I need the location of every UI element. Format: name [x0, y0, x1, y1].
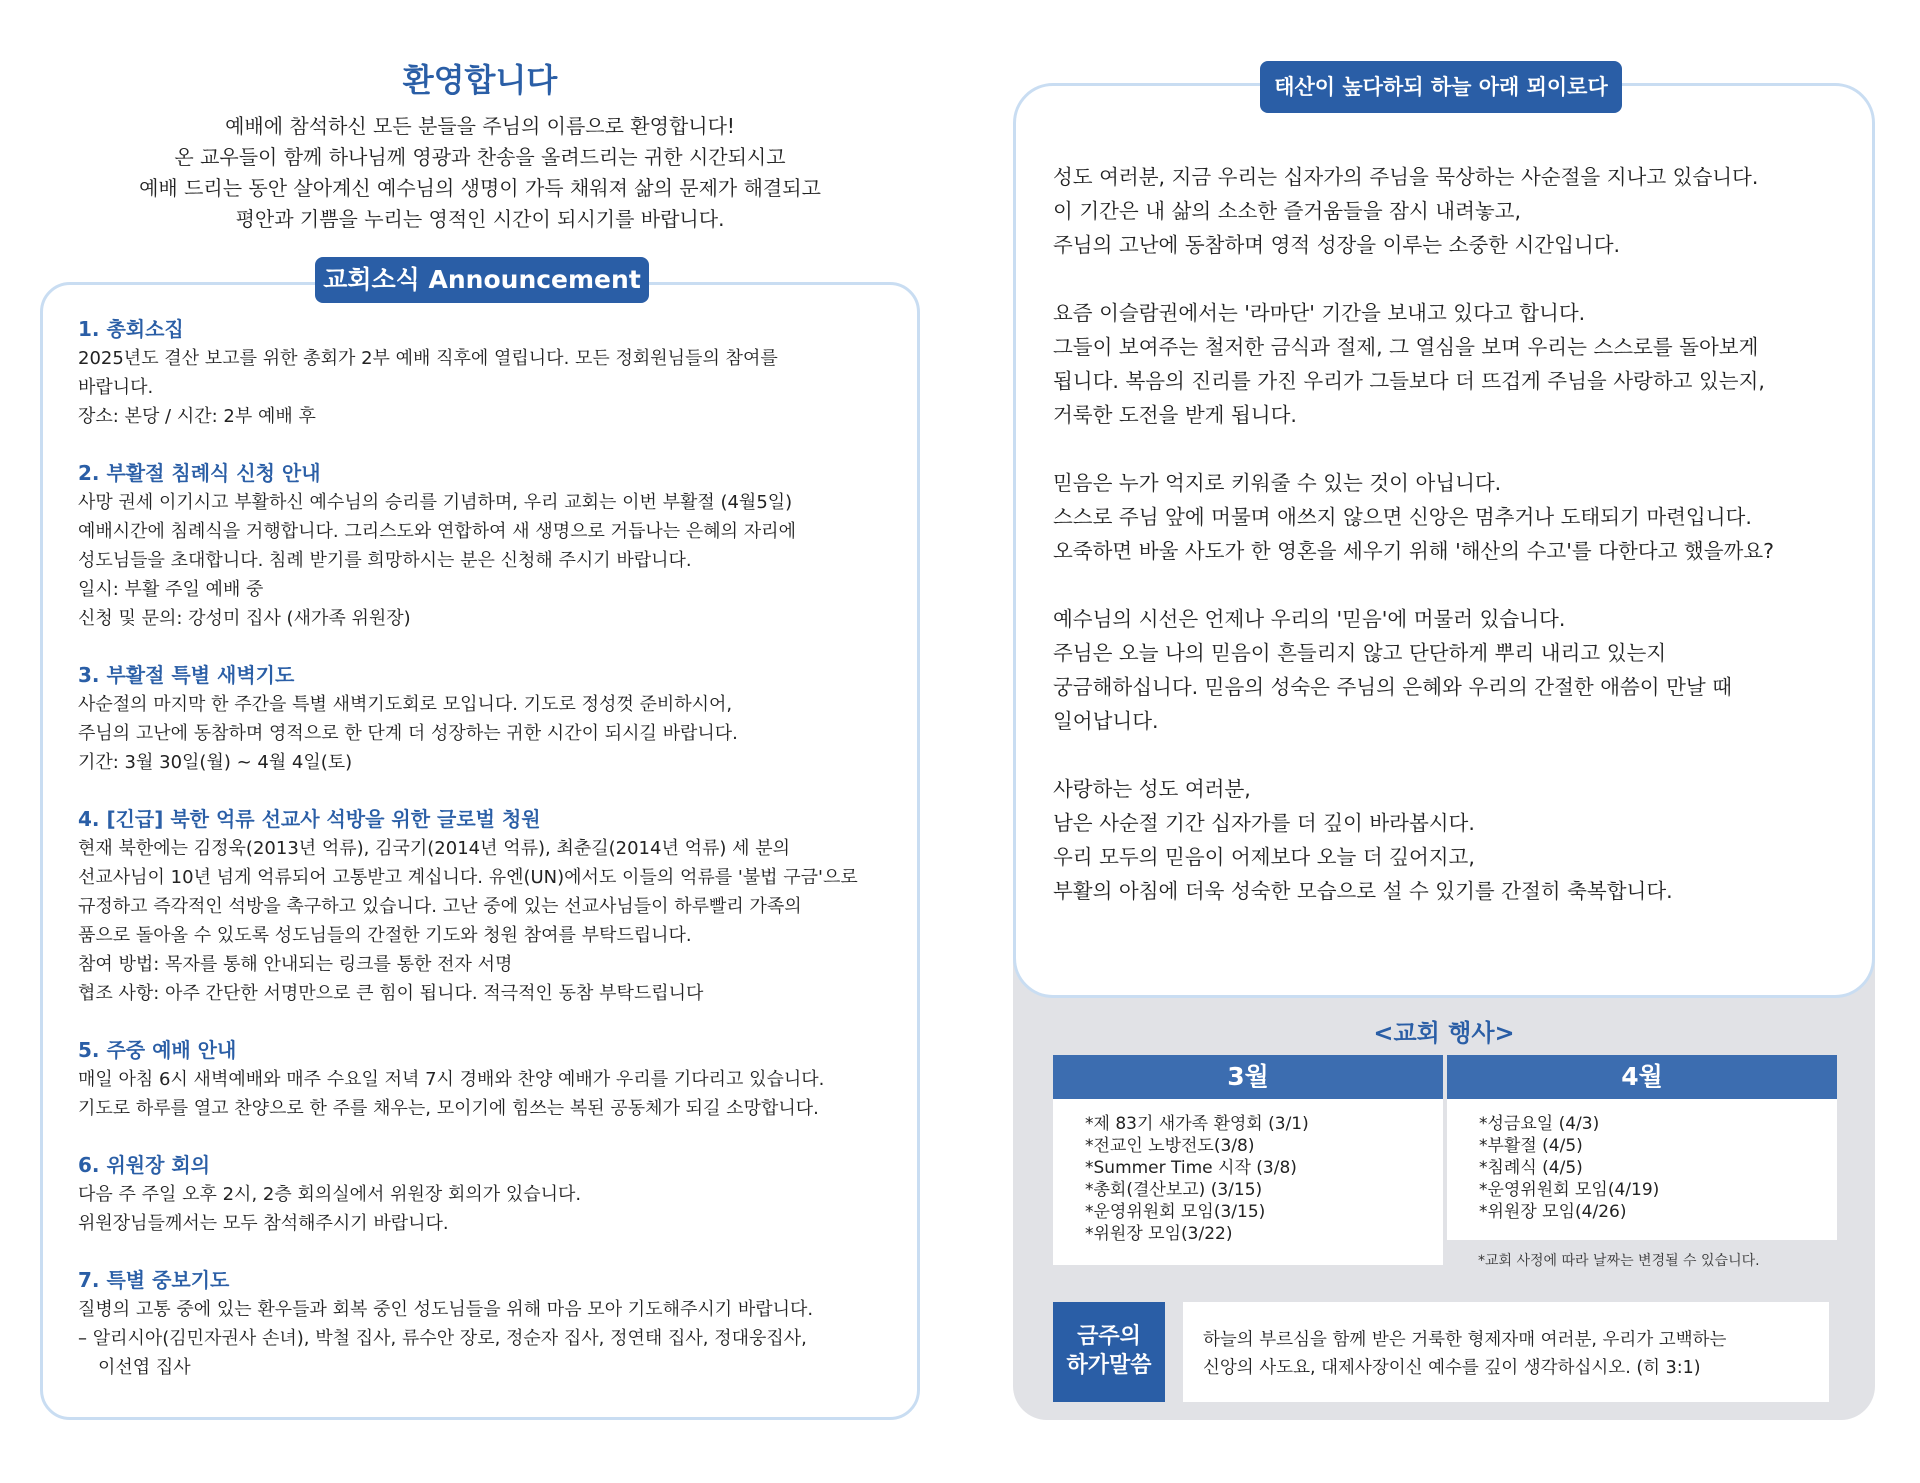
message-line: 성도 여러분, 지금 우리는 십자가의 주님을 묵상하는 사순절을 지나고 있습니다. — [1053, 165, 1759, 189]
welcome-line: 예배에 참석하신 모든 분들을 주님의 이름으로 환영합니다! — [225, 114, 735, 138]
weekly-verse-label-line: 금주의 — [1077, 1324, 1141, 1349]
announcement-item — [78, 1036, 918, 1123]
weekly-verse-line: 신앙의 사도요, 대제사장이신 예수를 깊이 생각하십시오. (히 3:1) — [1203, 1358, 1701, 1378]
announcement-heading: 4. [긴급] 북한 억류 선교사 석방을 위한 글로벌 청원 — [78, 807, 541, 831]
message-line: 요즘 이슬람권에서는 '라마단' 기간을 보내고 있다고 합니다. — [1053, 301, 1586, 325]
announcement-text: 주님의 고난에 동참하며 영적으로 한 단계 더 성장하는 귀한 시간이 되시길 바랍니다. — [78, 723, 738, 744]
event-item: *제 83기 새가족 환영회 (3/1) — [1085, 1114, 1309, 1134]
message-paragraph — [1053, 602, 1863, 738]
announcement-heading: 5. 주중 예배 안내 — [78, 1038, 237, 1062]
announcement-heading: 6. 위원장 회의 — [78, 1153, 211, 1177]
event-item: *운영위원회 모임(4/19) — [1479, 1180, 1660, 1200]
announcement-text: 참여 방법: 목자를 통해 안내되는 링크를 통한 전자 서명 — [78, 954, 513, 975]
welcome-line: 예배 드리는 동안 살아계신 예수님의 생명이 가득 채워져 삶의 문제가 해결되고 — [139, 176, 821, 200]
message-line: 거룩한 도전을 받게 됩니다. — [1053, 403, 1297, 427]
welcome-line: 온 교우들이 함께 하나님께 영광과 찬송을 올려드리는 귀한 시간되시고 — [174, 145, 786, 169]
event-item: *부활절 (4/5) — [1479, 1136, 1583, 1156]
announcement-heading: 3. 부활절 특별 새벽기도 — [78, 663, 295, 687]
message-paragraph — [1053, 466, 1863, 568]
events-april — [1447, 1055, 1837, 1240]
announcement-list — [78, 315, 918, 1410]
announcement-text: 매일 아침 6시 새벽예배와 매주 수요일 저녁 7시 경배와 찬양 예배가 우리를 기다리고 있습니다. — [78, 1069, 825, 1090]
message-line: 스스로 주님 앞에 머물며 애쓰지 않으면 신앙은 멈추거나 도태되기 마련입니다. — [1053, 505, 1752, 529]
announcement-item — [78, 661, 918, 777]
announcement-text: 질병의 고통 중에 있는 환우들과 회복 중인 성도님들을 위해 마음 모아 기도해주시기 바랍니다. — [78, 1299, 814, 1320]
events-month-header: 3월 — [1053, 1055, 1443, 1099]
announcement-text: 협조 사항: 아주 간단한 서명만으로 큰 힘이 됩니다. 적극적인 동참 부탁드립니다 — [78, 983, 704, 1004]
announcement-item — [78, 315, 918, 431]
announcement-text: 이선엽 집사 — [98, 1357, 191, 1378]
weekly-verse-box — [1183, 1302, 1829, 1402]
message-line: 그들이 보여주는 철저한 금식과 절제, 그 열심을 보며 우리는 스스로를 돌아보게 — [1053, 335, 1759, 359]
announcement-item — [78, 1151, 918, 1238]
events-month-header: 4월 — [1447, 1055, 1837, 1099]
event-item: *위원장 모임(3/22) — [1085, 1224, 1233, 1244]
announcement-text: 사순절의 마지막 한 주간을 특별 새벽기도회로 모입니다. 기도로 정성껏 준비하시어, — [78, 694, 733, 715]
message-line: 남은 사순절 기간 십자가를 더 깊이 바라봅시다. — [1053, 811, 1475, 835]
events-title: <교회 행사> — [1373, 1019, 1515, 1047]
message-line: 예수님의 시선은 언제나 우리의 '믿음'에 머물러 있습니다. — [1053, 607, 1566, 631]
message-line: 궁금해하십니다. 믿음의 성숙은 주님의 은혜와 우리의 간절한 애씀이 만날 때 — [1053, 675, 1733, 699]
event-item: *침례식 (4/5) — [1479, 1158, 1583, 1178]
announcement-text: – 알리시아(김민자권사 손녀), 박철 집사, 류수안 장로, 정순자 집사, 정연태 집사, 정대웅집사, — [78, 1328, 807, 1349]
weekly-verse-label-line: 하가말씀 — [1066, 1353, 1152, 1378]
message-line: 됩니다. 복음의 진리를 가진 우리가 그들보다 더 뜨겁게 주님을 사랑하고 있는지, — [1053, 369, 1765, 393]
message-title-tab: 태산이 높다하되 하늘 아래 뫼이로다 — [1260, 61, 1622, 113]
message-line: 이 기간은 내 삶의 소소한 즐거움들을 잠시 내려놓고, — [1053, 199, 1521, 223]
welcome-title: 환영합니다 — [402, 61, 558, 99]
event-item: *전교인 노방전도(3/8) — [1085, 1136, 1255, 1156]
event-item: *총회(결산보고) (3/15) — [1085, 1180, 1263, 1200]
message-paragraph — [1053, 296, 1863, 432]
event-item: *위원장 모임(4/26) — [1479, 1202, 1627, 1222]
announcement-text: 규정하고 즉각적인 석방을 촉구하고 있습니다. 고난 중에 있는 선교사님들이 하루빨리 가족의 — [78, 896, 802, 917]
events-note: *교회 사정에 따라 날짜는 변경될 수 있습니다. — [1478, 1253, 1760, 1269]
announcement-heading: 7. 특별 중보기도 — [78, 1268, 230, 1292]
announcement-tab: 교회소식 Announcement — [315, 257, 649, 303]
announcement-text: 선교사님이 10년 넘게 억류되어 고통받고 계십니다. 유엔(UN)에서도 이들의 억류를 '불법 구금'으로 — [78, 867, 858, 888]
message-line: 주님의 고난에 동참하며 영적 성장을 이루는 소중한 시간입니다. — [1053, 233, 1621, 257]
announcement-item — [78, 1266, 918, 1382]
announcement-text: 다음 주 주일 오후 2시, 2층 회의실에서 위원장 회의가 있습니다. — [78, 1184, 582, 1205]
announcement-text: 품으로 돌아올 수 있도록 성도님들의 간절한 기도와 청원 참여를 부탁드립니다. — [78, 925, 692, 946]
weekly-verse-label — [1053, 1302, 1165, 1402]
message-line: 오죽하면 바울 사도가 한 영혼을 세우기 위해 '해산의 수고'를 다한다고 했을까요? — [1053, 539, 1775, 563]
announcement-text: 기간: 3월 30일(월) ~ 4월 4일(토) — [78, 752, 353, 773]
announcement-text: 현재 북한에는 김정욱(2013년 억류), 김국기(2014년 억류), 최춘길(2014년 억류) 세 분의 — [78, 838, 790, 859]
announcement-text: 예배시간에 침례식을 거행합니다. 그리스도와 연합하여 새 생명으로 거듭나는 은혜의 자리에 — [78, 521, 796, 542]
events-march — [1053, 1055, 1443, 1265]
message-line: 우리 모두의 믿음이 어제보다 오늘 더 깊어지고, — [1053, 845, 1475, 869]
announcement-text: 신청 및 문의: 강성미 집사 (새가족 위원장) — [78, 608, 411, 629]
weekly-verse-line: 하늘의 부르심을 함께 받은 거룩한 형제자매 여러분, 우리가 고백하는 — [1203, 1330, 1727, 1350]
announcement-text: 일시: 부활 주일 예배 중 — [78, 579, 264, 600]
announcement-text: 바랍니다. — [78, 377, 154, 398]
message-line: 주님은 오늘 나의 믿음이 흔들리지 않고 단단하게 뿌리 내리고 있는지 — [1053, 641, 1667, 665]
announcement-text: 성도님들을 초대합니다. 침례 받기를 희망하시는 분은 신청해 주시기 바랍니다. — [78, 550, 692, 571]
event-item: *성금요일 (4/3) — [1479, 1114, 1600, 1134]
message-body — [1053, 160, 1863, 942]
message-paragraph — [1053, 160, 1863, 262]
event-item: *Summer Time 시작 (3/8) — [1085, 1158, 1297, 1178]
announcement-item — [78, 805, 918, 1008]
announcement-text: 2025년도 결산 보고를 위한 총회가 2부 예배 직후에 열립니다. 모든 정회원님들의 참여를 — [78, 348, 778, 369]
event-item: *운영위원회 모임(3/15) — [1085, 1202, 1266, 1222]
welcome-section — [40, 55, 920, 235]
announcement-text: 장소: 본당 / 시간: 2부 예배 후 — [78, 406, 316, 427]
announcement-heading: 2. 부활절 침례식 신청 안내 — [78, 461, 321, 485]
message-paragraph — [1053, 772, 1863, 908]
message-line: 부활의 아침에 더욱 성숙한 모습으로 설 수 있기를 간절히 축복합니다. — [1053, 879, 1673, 903]
welcome-line: 평안과 기쁨을 누리는 영적인 시간이 되시기를 바랍니다. — [235, 207, 725, 231]
announcement-heading: 1. 총회소집 — [78, 317, 184, 341]
announcement-text: 사망 권세 이기시고 부활하신 예수님의 승리를 기념하며, 우리 교회는 이번 부활절 (4월5일) — [78, 492, 793, 513]
message-line: 믿음은 누가 억지로 키워줄 수 있는 것이 아닙니다. — [1053, 471, 1502, 495]
announcement-text: 위원장님들께서는 모두 참석해주시기 바랍니다. — [78, 1213, 449, 1234]
message-line: 일어납니다. — [1053, 709, 1159, 733]
announcement-text: 기도로 하루를 열고 찬양으로 한 주를 채우는, 모이기에 힘쓰는 복된 공동체가 되길 소망합니다. — [78, 1098, 819, 1119]
announcement-item — [78, 459, 918, 633]
message-line: 사랑하는 성도 여러분, — [1053, 777, 1251, 801]
